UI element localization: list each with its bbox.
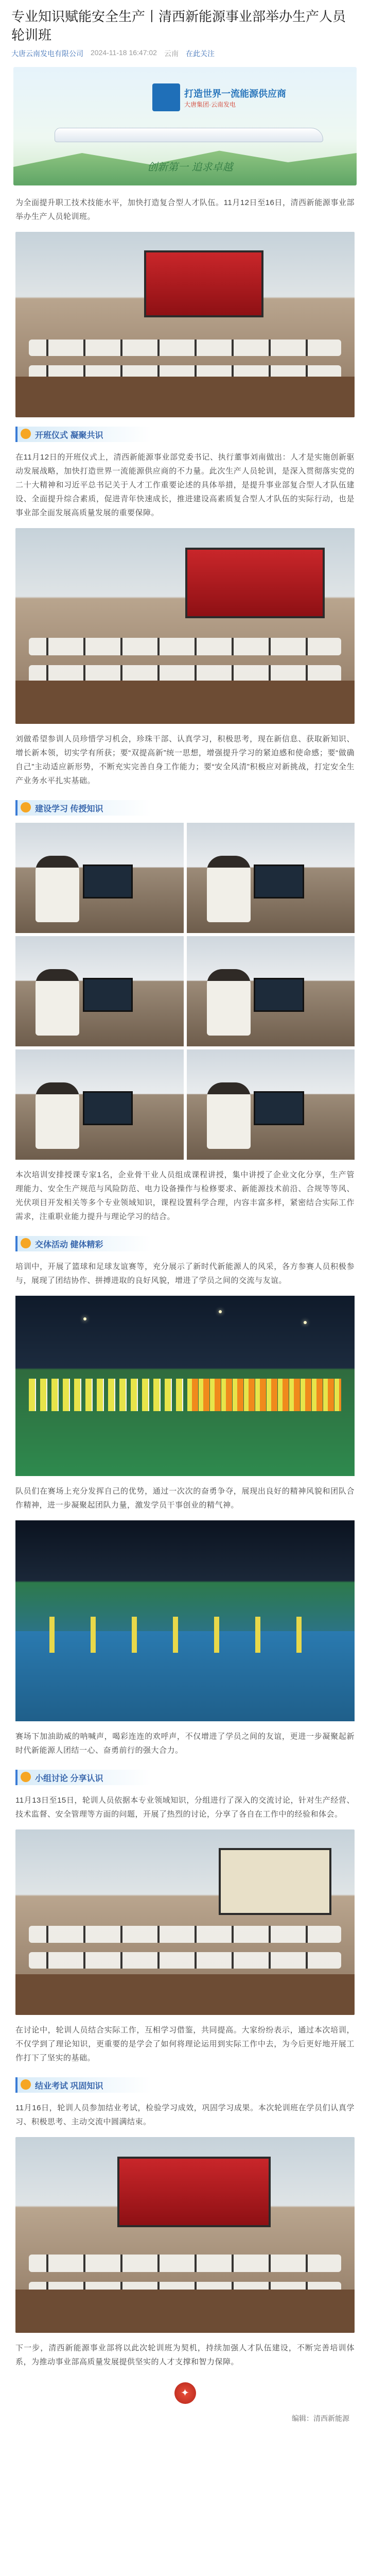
- desk: [15, 2290, 355, 2333]
- section-header-opening: [15, 423, 355, 444]
- desk: [15, 681, 355, 724]
- monitor: [83, 978, 133, 1012]
- org-name[interactable]: 大唐云南发电有限公司: [11, 49, 83, 58]
- paragraph-1: 在11月12日的开班仪式上，清西新能源事业部党委书记、执行董事刘南做出：人才是实施创新驱动发展战略，加快打造世界一流能源供应商的不力量。此次生产人员轮训，是深入贯彻落实党的二十大精神和习近平总书记关于人才工作重要论述的具体举措，是提升事业部复合型人才队伍建设、全面提升综合素质，促进青年快速成长，推进建设高素质复合型人才队伍的实际行动，也是事业部全面发展高质量发展的重要保障。: [15, 453, 355, 517]
- publish-date: 2024-11-18 16:47:02: [91, 48, 157, 57]
- paragraph-3: 本次培训安排授课专家1名，企业骨干业人员组成课程讲授，集中讲授了企业文化分享，生产管理能力、安全生产规范与风险防范、电力设备操作与检修要求、新能源技术前沿、合规等等风、光伏项目开发相关等多个专业领域知识，课程设置科学合理，内容丰富多样，紧密结合实际工作需求，注重职业能力提升与理论学习的结合。: [15, 1171, 355, 1221]
- stadium-light: [219, 1310, 222, 1313]
- stadium-light: [83, 1317, 86, 1320]
- projection-screen: [185, 548, 325, 618]
- banner-slogan: 创新第一 追求卓越: [147, 161, 233, 173]
- person: [207, 1082, 251, 1148]
- footer: [0, 2372, 370, 2409]
- photo-exam: [187, 823, 355, 933]
- stadium-light: [304, 1321, 307, 1324]
- monitor: [83, 865, 133, 899]
- article-title: 专业知识赋能安全生产丨清西新能源事业部举办生产人员轮训班: [11, 9, 346, 43]
- paragraph-9: 11月16日，轮训人员参加结业考试，检验学习成效，巩固学习成果。本次轮训班在学员们认真学习、积极思考、主动交流中圆满结束。: [15, 2104, 355, 2126]
- location: 云南: [164, 49, 179, 58]
- audience-row: [29, 665, 341, 683]
- audience-row: [29, 2255, 341, 2272]
- monitor: [254, 865, 304, 899]
- section-header-discussion: [15, 1767, 355, 1787]
- section-label: 小组讨论 分享认识: [35, 1774, 103, 1783]
- intro-paragraph: 为全面提升职工技术技能水平，加快打造复合型人才队伍。11月12日至16日，清西新能源事业部举办生产人员轮训班。: [15, 198, 355, 221]
- photo-football-team: [15, 1296, 355, 1476]
- section-badge-icon: [21, 429, 31, 439]
- photo-grid-exam: [15, 823, 355, 1160]
- section-label: 结业考试 巩固知识: [35, 2082, 103, 2091]
- photo-exam-room: [15, 2137, 355, 2333]
- person: [36, 969, 79, 1035]
- section-header-sports: [15, 1233, 355, 1253]
- desk: [15, 377, 355, 417]
- person: [36, 856, 79, 922]
- photo-exam: [15, 1049, 184, 1160]
- follow-link[interactable]: 在此关注: [185, 49, 215, 58]
- photo-classroom-1: [15, 232, 355, 417]
- section-label: 建设学习 传授知识: [35, 805, 103, 814]
- section-label: 交体活动 健体精彩: [35, 1241, 103, 1249]
- paragraph-10: 下一步，清西新能源事业部将以此次轮训班为契机，持续加强人才队伍建设，不断完善培训体系，为推动事业部高质量发展提供坚实的人才支撑和智力保障。: [15, 2344, 355, 2366]
- paragraph-8: 在讨论中，轮训人员结合实际工作，互相学习借鉴，共同提高。大家纷纷表示，通过本次培训，不仅学到了理论知识，更重要的是学会了如何将理论运用到实际工作中去，为今后更好地开展工作打下了坚实的基础。: [15, 2026, 355, 2062]
- audience-row: [29, 340, 341, 356]
- section-badge-icon: [21, 802, 31, 812]
- players-on-court: [49, 1617, 321, 1653]
- participants-row: [29, 1926, 341, 1942]
- team-orange: [192, 1379, 341, 1411]
- person: [36, 1082, 79, 1148]
- section-label: 开班仪式 凝聚共识: [35, 431, 103, 440]
- desk: [15, 1974, 355, 2015]
- photo-exam: [15, 936, 184, 1046]
- paragraph-6: 赛场下加油助威的呐喊声，喝彩连连的欢呼声，不仅增进了学员之间的友谊，更进一步凝聚起新时代新能源人团结一心、奋勇前行的强大合力。: [15, 1732, 355, 1755]
- section-badge-icon: [21, 2079, 31, 2090]
- banner-subtitle: 大唐集团·云南发电: [184, 101, 236, 108]
- person: [207, 856, 251, 922]
- photo-exam: [187, 1049, 355, 1160]
- photo-classroom-2: [15, 528, 355, 724]
- monitor: [83, 1091, 133, 1125]
- projection-screen: [144, 250, 263, 317]
- audience-row: [29, 638, 341, 655]
- section-header-exam: [15, 2074, 355, 2095]
- section-badge-icon: [21, 1238, 31, 1248]
- editor-credit: 编辑：清西新能源: [292, 2414, 349, 2422]
- paragraph-2: 刘做希望参训人员珍惜学习机会，珍珠干部、认真学习，积极思考，现在新信息、获取新知识、增长新本领，切实学有所获；要“双提高新”统一思想，增强提升学习的紧迫感和使命感；要“做确自己”主动适应新形势，不断充实完善自身工作能力；要“安全风清”积极应对新挑战，打定安全生产业务水平扎实基础。: [15, 735, 355, 785]
- monitor: [254, 1091, 304, 1125]
- paragraph-7: 11月13日至15日，轮训人员依据本专业领域知识，分组进行了深入的交流讨论，针对生产经营、技术监督、安全管理等方面的问题，开展了热烈的讨论，分享了各自在工作中的经验和体会。: [15, 1796, 355, 1819]
- banner-train: [55, 128, 323, 142]
- photo-basketball-game: [15, 1520, 355, 1721]
- projection-screen: [117, 2157, 271, 2227]
- monitor: [254, 978, 304, 1012]
- wall-banner: [219, 1848, 331, 1915]
- person: [207, 969, 251, 1035]
- photo-discussion-1: [15, 1829, 355, 2015]
- section-badge-icon: [21, 1772, 31, 1782]
- participants-row: [29, 1952, 341, 1969]
- logo-seal-icon: ✦: [174, 2382, 196, 2404]
- photo-exam: [15, 823, 184, 933]
- company-logo: [152, 83, 180, 111]
- photo-exam: [187, 936, 355, 1046]
- paragraph-4: 培训中，开展了篮球和足球友谊赛等，充分展示了新时代新能源人的风采，各方参赛人员积极参与，展现了团结协作、拼搏进取的良好风貌，增进了学员之间的交流与友谊。: [15, 1262, 355, 1285]
- article-meta: [0, 47, 370, 64]
- section-header-learning: [15, 797, 355, 818]
- banner-title: 打造世界一流能源供应商: [184, 89, 286, 99]
- paragraph-5: 队员们在赛场上充分发挥自己的优势，通过一次次的奋勇争夺，展现出良好的精神风貌和团队合作精神，进一步凝聚起团队力量，激发学员干事创业的精气神。: [15, 1487, 355, 1510]
- header-banner: [13, 67, 357, 185]
